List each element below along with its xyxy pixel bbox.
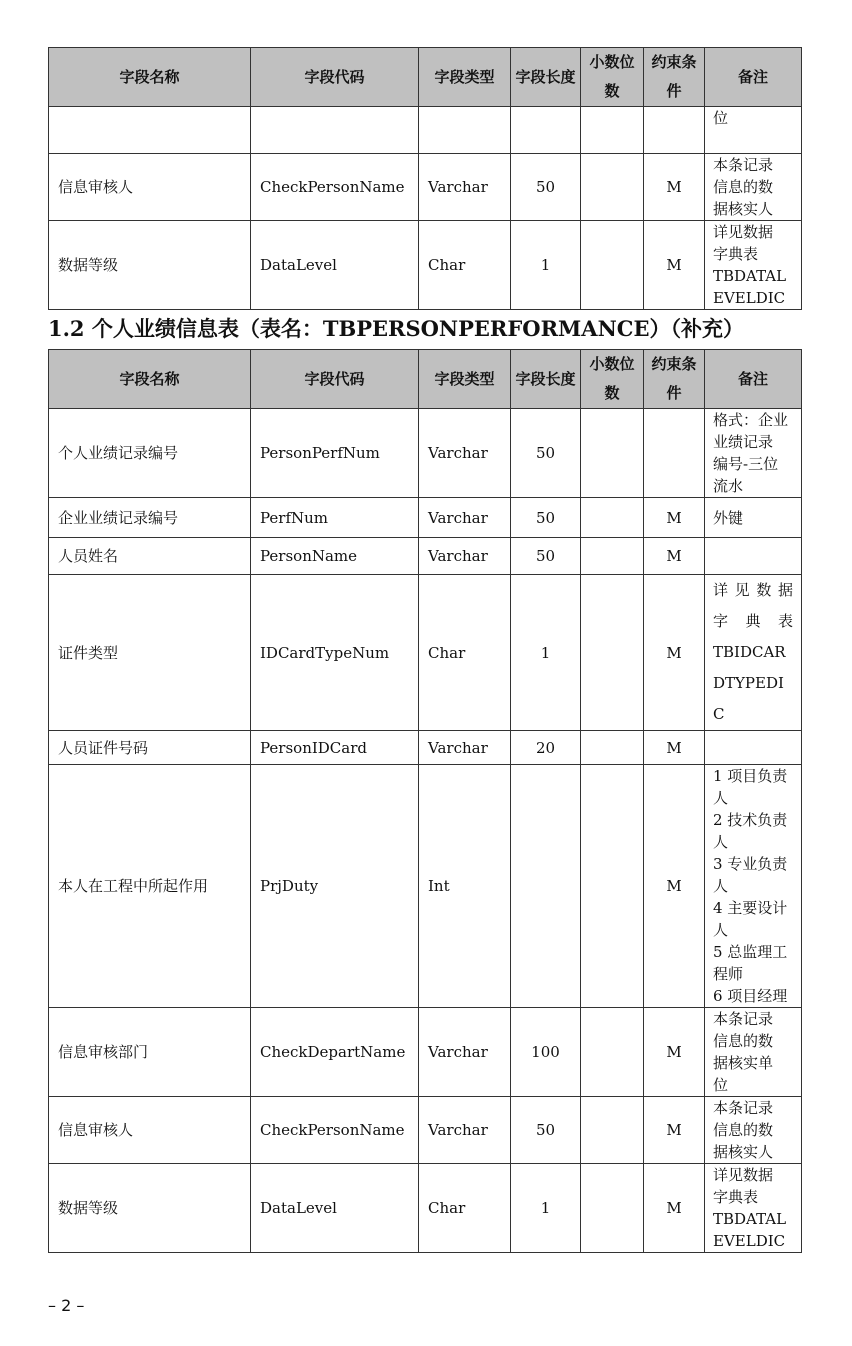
cell-constraint: M (644, 765, 705, 1008)
cell-type: Varchar (419, 409, 511, 498)
cell-type: Varchar (419, 154, 511, 221)
cell-field-name: 信息审核人 (49, 1097, 251, 1164)
cell-remark: 格式：企业 业绩记录 编号-三位 流水 (705, 409, 802, 498)
cell-length: 1 (511, 1164, 581, 1253)
table-row (49, 1008, 802, 1097)
header-field-name: 字段名称 (49, 350, 251, 409)
cell-length: 1 (511, 575, 581, 731)
table-row (49, 221, 802, 310)
cell-remark: 1 项目负责 人 2 技术负责 人 3 专业负责 人 4 主要设计 人 5 总监理工 程师 6 项目经理 (705, 765, 802, 1008)
header-field-name: 字段名称 (49, 48, 251, 107)
cell-remark: 详见数据 字典表 TBDATAL EVELDIC (705, 221, 802, 310)
table-row (49, 575, 802, 731)
cell-length: 50 (511, 1097, 581, 1164)
cell-decimal (581, 1008, 644, 1097)
cell-field-name: 信息审核部门 (49, 1008, 251, 1097)
cell-field-code: PersonPerfNum (251, 409, 419, 498)
cell-field-code: PersonName (251, 538, 419, 575)
header-constraint: 约束条件 (644, 48, 705, 107)
cell-field-code: DataLevel (251, 1164, 419, 1253)
cell-constraint: M (644, 1164, 705, 1253)
cell-field-name: 本人在工程中所起作用 (49, 765, 251, 1008)
cell-decimal (581, 498, 644, 538)
cell-remark: 本条记录 信息的数 据核实单 位 (705, 1008, 802, 1097)
field-table-continued (48, 47, 802, 310)
header-remark: 备注 (705, 350, 802, 409)
table-row (49, 107, 802, 154)
header-length: 字段长度 (511, 48, 581, 107)
cell-type: Varchar (419, 1097, 511, 1164)
cell-field-name: 信息审核人 (49, 154, 251, 221)
header-length: 字段长度 (511, 350, 581, 409)
cell-type: Varchar (419, 538, 511, 575)
cell-field-code (251, 107, 419, 154)
cell-length: 1 (511, 221, 581, 310)
cell-remark: 详见数据 字典表 TBIDCAR DTYPEDI C (705, 575, 802, 731)
cell-field-name: 证件类型 (49, 575, 251, 731)
cell-decimal (581, 538, 644, 575)
cell-type: Int (419, 765, 511, 1008)
cell-field-code: CheckPersonName (251, 1097, 419, 1164)
cell-field-name: 人员证件号码 (49, 731, 251, 765)
cell-decimal (581, 154, 644, 221)
cell-length: 50 (511, 498, 581, 538)
person-performance-table (48, 349, 802, 1253)
cell-type: Char (419, 221, 511, 310)
cell-field-name: 人员姓名 (49, 538, 251, 575)
cell-field-code: CheckDepartName (251, 1008, 419, 1097)
cell-constraint: M (644, 498, 705, 538)
cell-decimal (581, 107, 644, 154)
header-constraint: 约束条件 (644, 350, 705, 409)
cell-field-code: DataLevel (251, 221, 419, 310)
cell-length: 50 (511, 538, 581, 575)
cell-decimal (581, 575, 644, 731)
cell-remark: 外键 (705, 498, 802, 538)
cell-length: 100 (511, 1008, 581, 1097)
cell-constraint: M (644, 731, 705, 765)
cell-decimal (581, 731, 644, 765)
table-row (49, 731, 802, 765)
table-header-row (49, 48, 802, 107)
cell-type: Char (419, 1164, 511, 1253)
cell-constraint: M (644, 538, 705, 575)
cell-constraint: M (644, 1008, 705, 1097)
cell-remark: 本条记录 信息的数 据核实人 (705, 1097, 802, 1164)
cell-length (511, 765, 581, 1008)
cell-remark: 本条记录 信息的数 据核实人 (705, 154, 802, 221)
cell-field-name: 个人业绩记录编号 (49, 409, 251, 498)
header-decimal: 小数位数 (581, 350, 644, 409)
table-row (49, 409, 802, 498)
cell-field-name: 数据等级 (49, 221, 251, 310)
cell-decimal (581, 1164, 644, 1253)
cell-length (511, 107, 581, 154)
table-header-row (49, 350, 802, 409)
cell-decimal (581, 1097, 644, 1164)
table-row (49, 765, 802, 1008)
cell-constraint: M (644, 154, 705, 221)
cell-field-name: 企业业绩记录编号 (49, 498, 251, 538)
cell-type: Varchar (419, 731, 511, 765)
table-row (49, 498, 802, 538)
header-field-code: 字段代码 (251, 350, 419, 409)
cell-remark (705, 538, 802, 575)
table-row (49, 538, 802, 575)
cell-constraint: M (644, 1097, 705, 1164)
table-row (49, 1097, 802, 1164)
header-remark: 备注 (705, 48, 802, 107)
cell-constraint: M (644, 575, 705, 731)
cell-decimal (581, 409, 644, 498)
cell-field-name (49, 107, 251, 154)
cell-decimal (581, 765, 644, 1008)
cell-remark: 详见数据 字典表 TBDATAL EVELDIC (705, 1164, 802, 1253)
cell-type (419, 107, 511, 154)
cell-remark: 位 (705, 107, 802, 154)
cell-constraint (644, 107, 705, 154)
cell-length: 20 (511, 731, 581, 765)
cell-constraint: M (644, 221, 705, 310)
cell-constraint (644, 409, 705, 498)
table-row (49, 1164, 802, 1253)
cell-field-name: 数据等级 (49, 1164, 251, 1253)
cell-length: 50 (511, 154, 581, 221)
table-row (49, 154, 802, 221)
cell-type: Varchar (419, 498, 511, 538)
cell-field-code: PersonIDCard (251, 731, 419, 765)
cell-decimal (581, 221, 644, 310)
header-type: 字段类型 (419, 350, 511, 409)
cell-field-code: IDCardTypeNum (251, 575, 419, 731)
cell-field-code: CheckPersonName (251, 154, 419, 221)
header-field-code: 字段代码 (251, 48, 419, 107)
cell-field-code: PerfNum (251, 498, 419, 538)
section-heading: 1.2 个人业绩信息表（表名：TBPERSONPERFORMANCE）（补充） (48, 316, 744, 341)
cell-type: Varchar (419, 1008, 511, 1097)
header-type: 字段类型 (419, 48, 511, 107)
cell-field-code: PrjDuty (251, 765, 419, 1008)
cell-type: Char (419, 575, 511, 731)
page-number: – 2 – (48, 1296, 85, 1315)
header-decimal: 小数位数 (581, 48, 644, 107)
cell-length: 50 (511, 409, 581, 498)
cell-remark (705, 731, 802, 765)
